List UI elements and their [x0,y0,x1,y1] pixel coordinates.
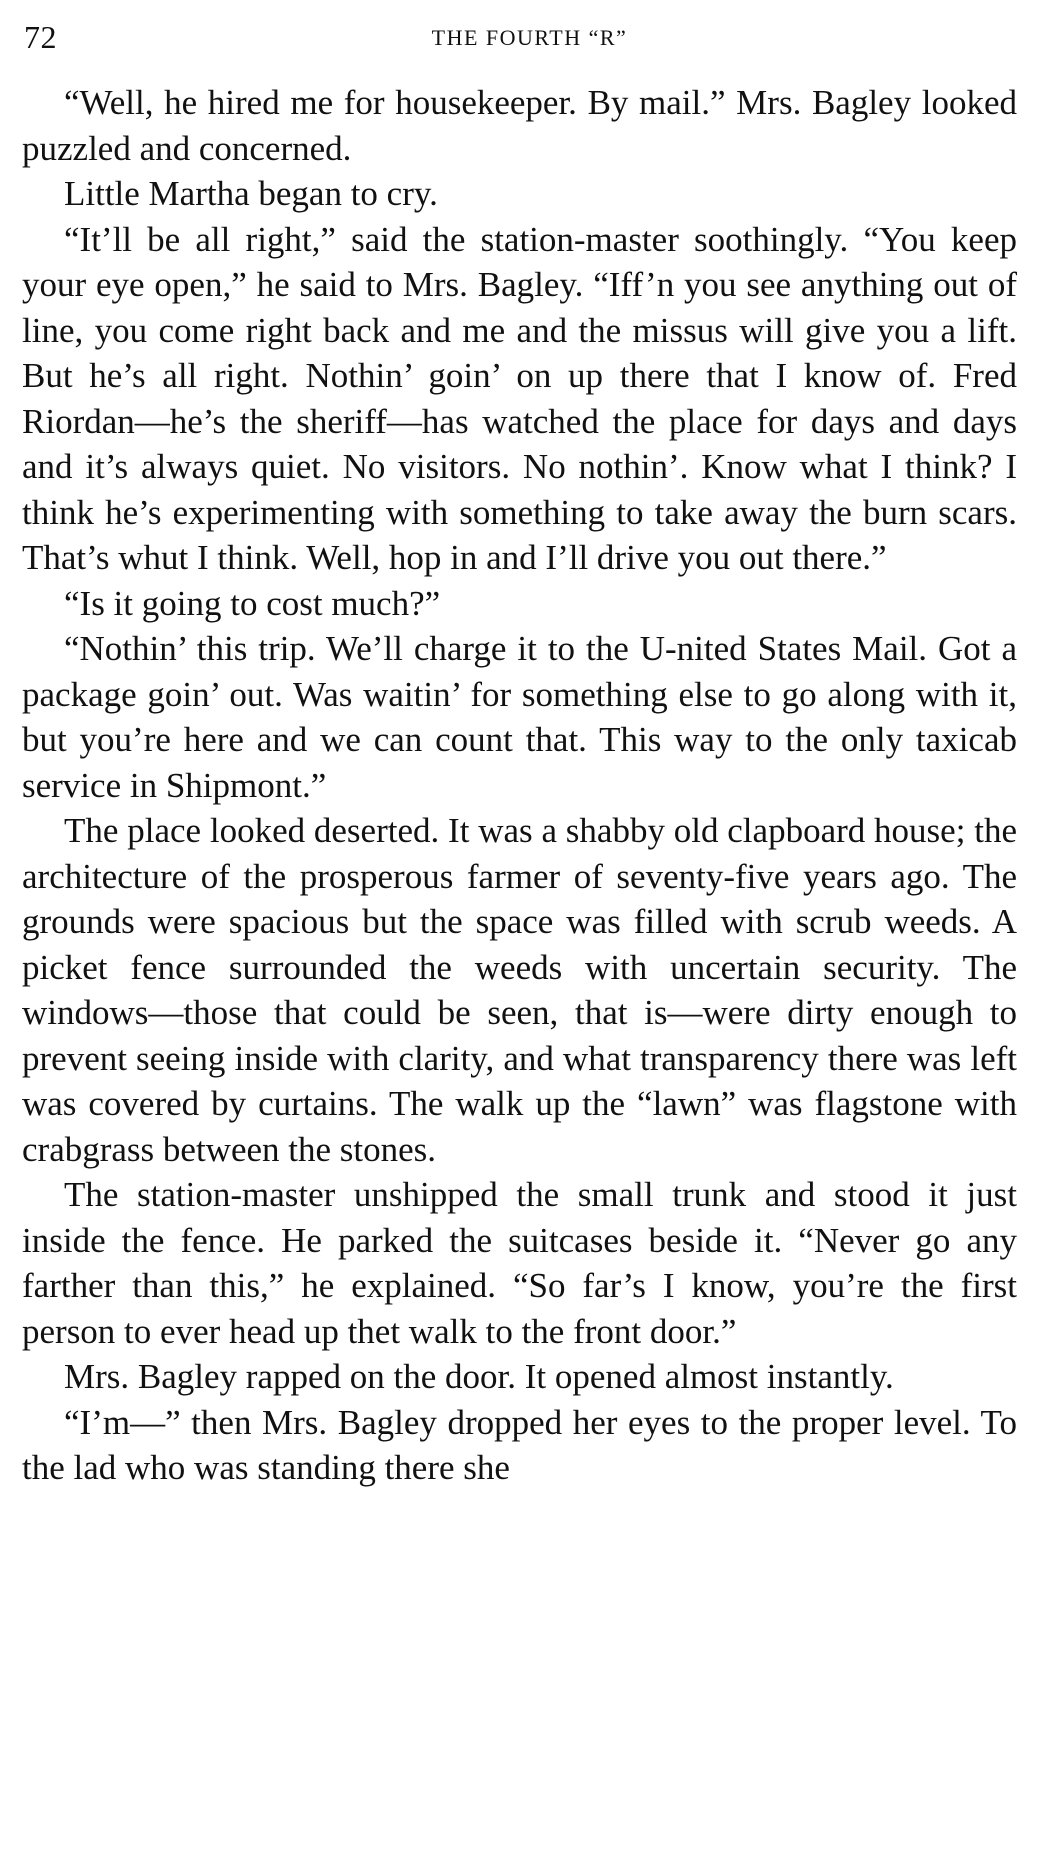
book-page [22,0,1017,1863]
paragraph: “Nothin’ this trip. We’ll charge it to the U-nited States Mail. Got a package goin’ out. Was waitin’ for something else to go along with it, but you’re here and we can count that. This way to the only taxicab service in Shipmont.” [22,629,1017,805]
paragraph: “I’m—” then Mrs. Bagley dropped her eyes to the proper level. To the lad who was standing there she [22,1402,1017,1487]
paragraph: Mrs. Bagley rapped on the door. It opened almost instantly. [64,1357,894,1396]
paragraph: “Well, he hired me for housekeeper. By mail.” Mrs. Bagley looked puzzled and concerned. [22,83,1017,168]
paragraph: “It’ll be all right,” said the station-master soothingly. “You keep your eye open,” he said to Mrs. Bagley. “Iff’n you see anything out of line, you come right back and me and the missus will give you a lift. But he’s all right. Nothin’ goin’ on up there that I know of. Fred Riordan—he’s the sheriff—has watched the place for days and days and it’s always quiet. No visitors. No nothin’. Know what I think? I think he’s experimenting with something to take away the burn scars. That’s whut I think. Well, hop in and I’ll drive you out there.” [22,219,1017,577]
page-header [22,0,1017,74]
paragraph: Little Martha began to cry. [64,174,438,213]
page-number: 72 [24,19,57,55]
body-text [22,80,1017,1491]
paragraph: The place looked deserted. It was a shabby old clapboard house; the architecture of the prosperous farmer of seventy-five years ago. The grounds were spacious but the space was filled with scrub weeds. A picket fence surrounded the weeds with uncertain security. The windows—those that could be seen, that is—were dirty enough to prevent seeing inside with clarity, and what transparency there was left was covered by curtains. The walk up the “lawn” was flagstone with crabgrass between the stones. [22,811,1017,1169]
paragraph: “Is it going to cost much?” [64,583,441,623]
running-head: THE FOURTH “R” [431,25,628,50]
paragraph: The station-master unshipped the small trunk and stood it just inside the fence. He parked the suitcases beside it. “Never go any farther than this,” he explained. “So far’s I know, you’re the first person to ever head up thet walk to the front door.” [22,1175,1017,1351]
